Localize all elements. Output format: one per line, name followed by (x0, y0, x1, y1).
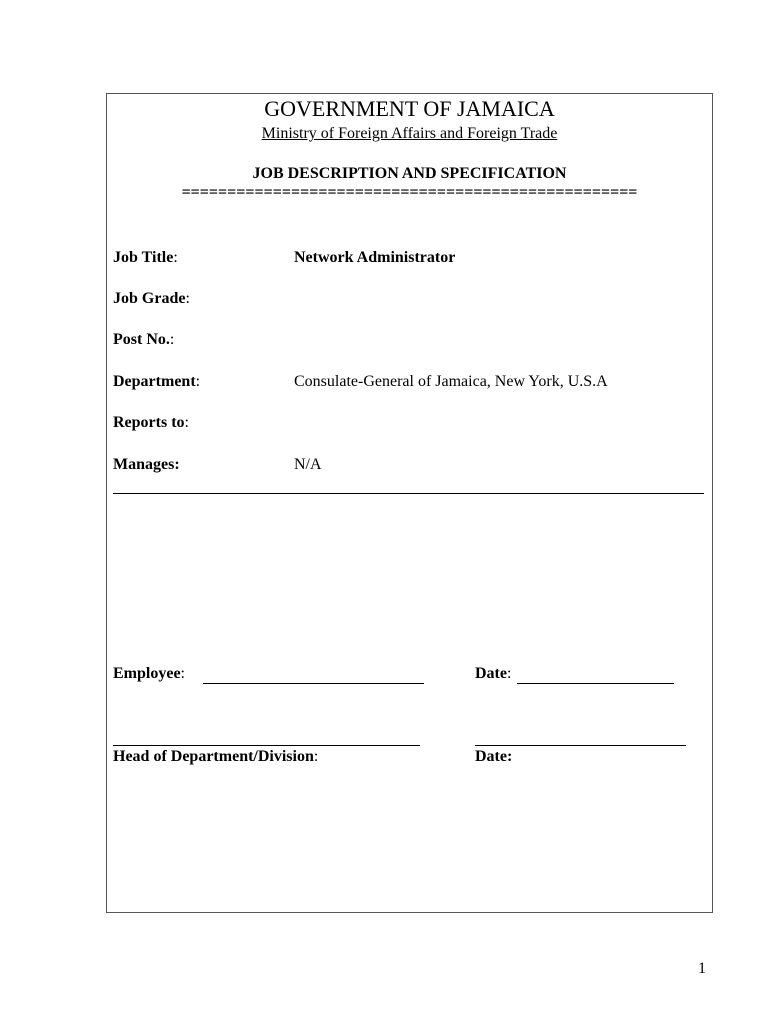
section-divider (113, 493, 704, 494)
employee-label (113, 664, 185, 684)
department-value: Consulate-General of Jamaica, New York, U.S.A (294, 373, 608, 390)
head-of-department-label (113, 747, 318, 767)
head-date-label-text: Date: (475, 748, 513, 765)
reports-to-label (113, 413, 189, 433)
job-title-label (113, 248, 178, 268)
employee-label-text: Employee (113, 665, 181, 682)
manages-label-text: Manages: (113, 456, 180, 473)
manages-label (113, 455, 180, 475)
page-number: 1 (698, 960, 706, 977)
post-no-label-text: Post No. (113, 331, 170, 348)
head-signature-line[interactable] (113, 745, 420, 746)
employee-signature-line[interactable] (203, 683, 424, 684)
department-colon: : (195, 373, 201, 390)
employee-date-label (475, 664, 511, 684)
job-title-colon: : (173, 249, 178, 266)
document-title: JOB DESCRIPTION AND SPECIFICATION (252, 165, 567, 182)
post-no-colon: : (169, 331, 175, 348)
employee-date-colon: : (506, 665, 512, 682)
department-label (113, 372, 200, 392)
reports-to-colon: : (184, 414, 189, 431)
job-grade-label-text: Job Grade (113, 290, 186, 307)
head-of-department-label-text: Head of Department/Division (113, 748, 314, 765)
government-title: GOVERNMENT OF JAMAICA (264, 96, 555, 121)
head-date-line[interactable] (475, 745, 686, 746)
job-title-label-text: Job Title (113, 249, 174, 266)
job-grade-label (113, 289, 190, 309)
department-label-text: Department (113, 373, 196, 390)
employee-colon: : (180, 665, 185, 682)
head-of-department-colon: : (313, 748, 319, 765)
employee-date-line[interactable] (517, 683, 674, 684)
job-grade-colon: : (185, 290, 190, 307)
manages-value: N/A (294, 456, 322, 473)
employee-date-label-text: Date (475, 665, 507, 682)
reports-to-label-text: Reports to (113, 414, 185, 431)
job-title-value: Network Administrator (294, 249, 456, 266)
ministry-name-text: Ministry of Foreign Affairs and Foreign Trade (261, 125, 558, 142)
document-border (106, 93, 713, 913)
post-no-label (113, 330, 174, 350)
head-date-label (475, 747, 512, 767)
title-separator: ================================================== (181, 184, 638, 201)
ministry-name (106, 124, 713, 144)
